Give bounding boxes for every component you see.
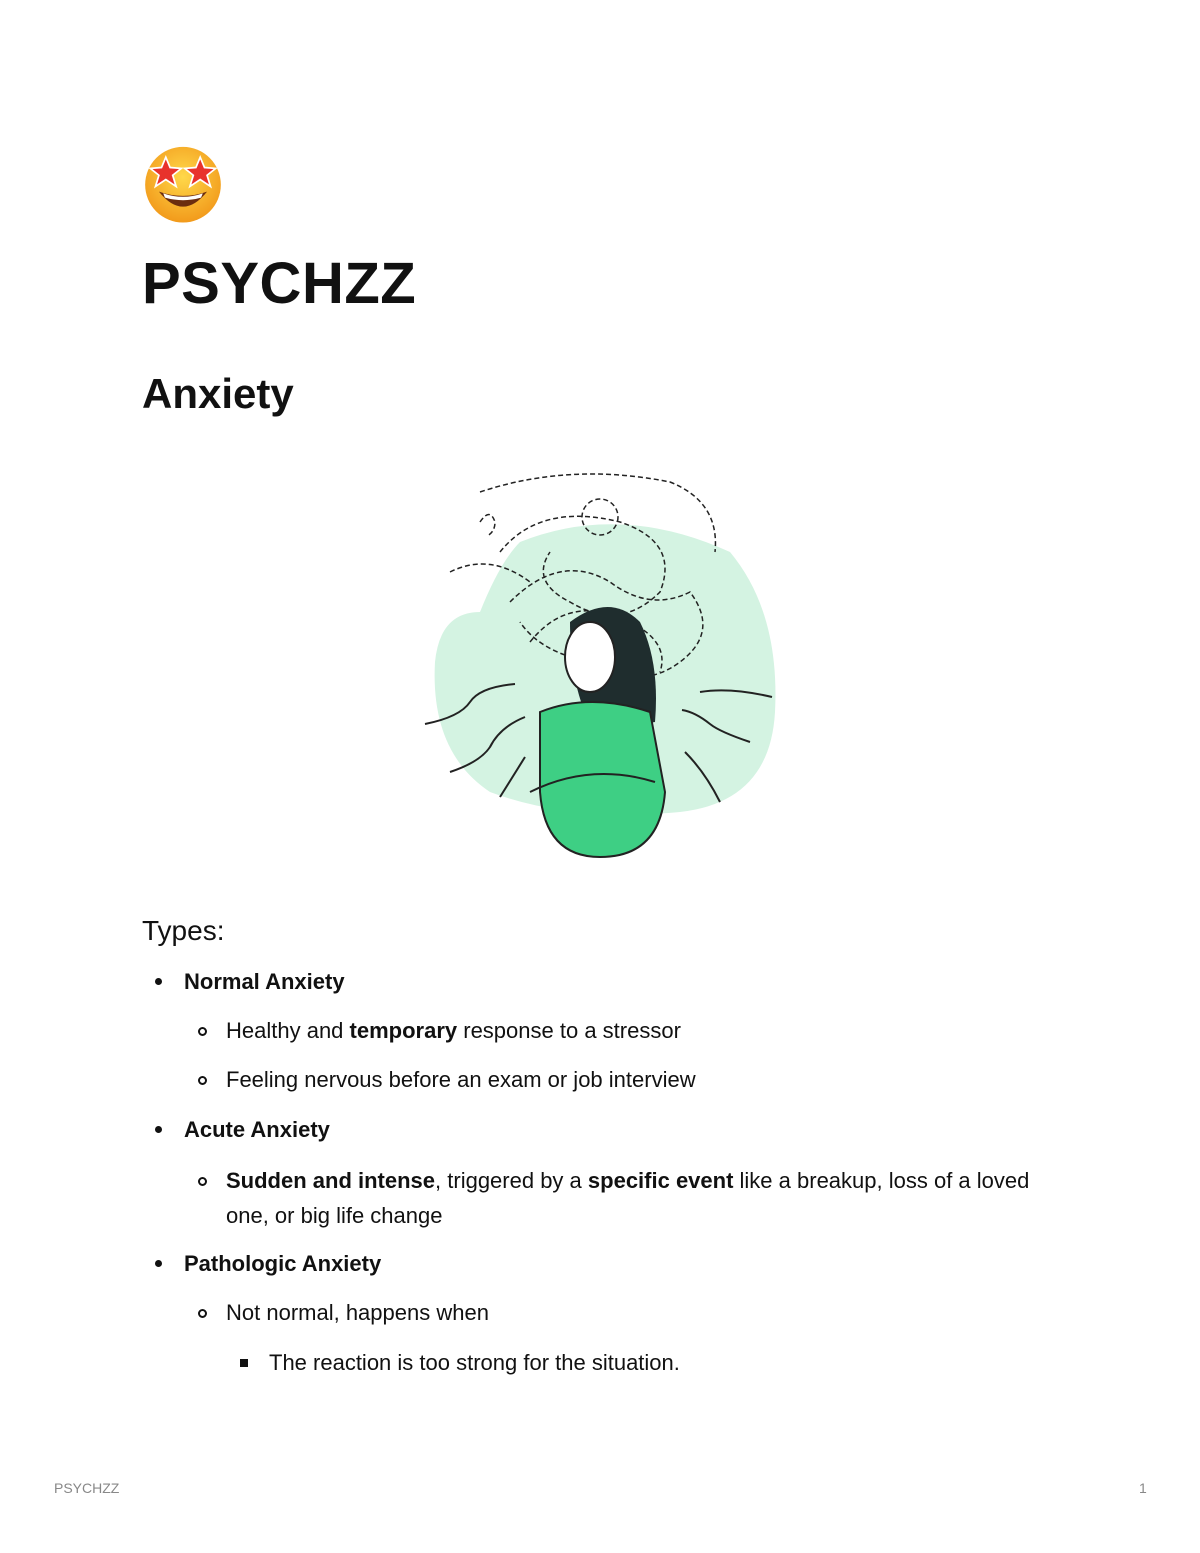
list-item [226, 1295, 1045, 1330]
bullet-icon [198, 1027, 207, 1036]
list-item-text: Not normal, happens when [226, 1300, 489, 1325]
page-number: 1 [1139, 1480, 1147, 1496]
list-item [269, 1345, 1045, 1380]
list-item [226, 1013, 1045, 1048]
anxious-woman-illustration [420, 462, 780, 862]
list-item-text: Normal Anxiety [184, 969, 345, 994]
list-item-text: specific event [587, 1168, 734, 1193]
list-item-text: response to a stressor [457, 1018, 681, 1043]
list-item [184, 1112, 1045, 1147]
section-heading: Anxiety [142, 370, 294, 417]
bullet-icon [155, 1126, 162, 1133]
bullet-icon [240, 1359, 248, 1367]
list-item [184, 1246, 1045, 1281]
footer-title: PSYCHZZ [54, 1480, 120, 1496]
list-item-text: Pathologic Anxiety [184, 1251, 382, 1276]
bullet-icon [198, 1177, 207, 1186]
list-item [184, 964, 1045, 999]
list-item-text: The reaction is too strong for the situation. [269, 1350, 680, 1375]
list-item-text: , triggered by a [435, 1168, 588, 1193]
list-item [226, 1163, 1045, 1233]
list-item [226, 1062, 1045, 1097]
list-item-text: Healthy and [226, 1018, 350, 1043]
list-item-text: like a breakup, loss of a loved one, or big life change [226, 1168, 1030, 1228]
bullet-icon [198, 1076, 207, 1085]
list-item-text: temporary [349, 1018, 458, 1043]
bullet-icon [155, 1260, 162, 1267]
bullet-icon [155, 978, 162, 985]
star-struck-emoji-icon [140, 140, 226, 226]
page-title: PSYCHZZ [142, 251, 417, 316]
types-heading: Types: [142, 915, 225, 946]
list-item-text: Feeling nervous before an exam or job interview [226, 1067, 696, 1092]
list-item-text: Sudden and intense [226, 1168, 436, 1193]
list-item-text: Acute Anxiety [184, 1117, 330, 1142]
bullet-icon [198, 1309, 207, 1318]
